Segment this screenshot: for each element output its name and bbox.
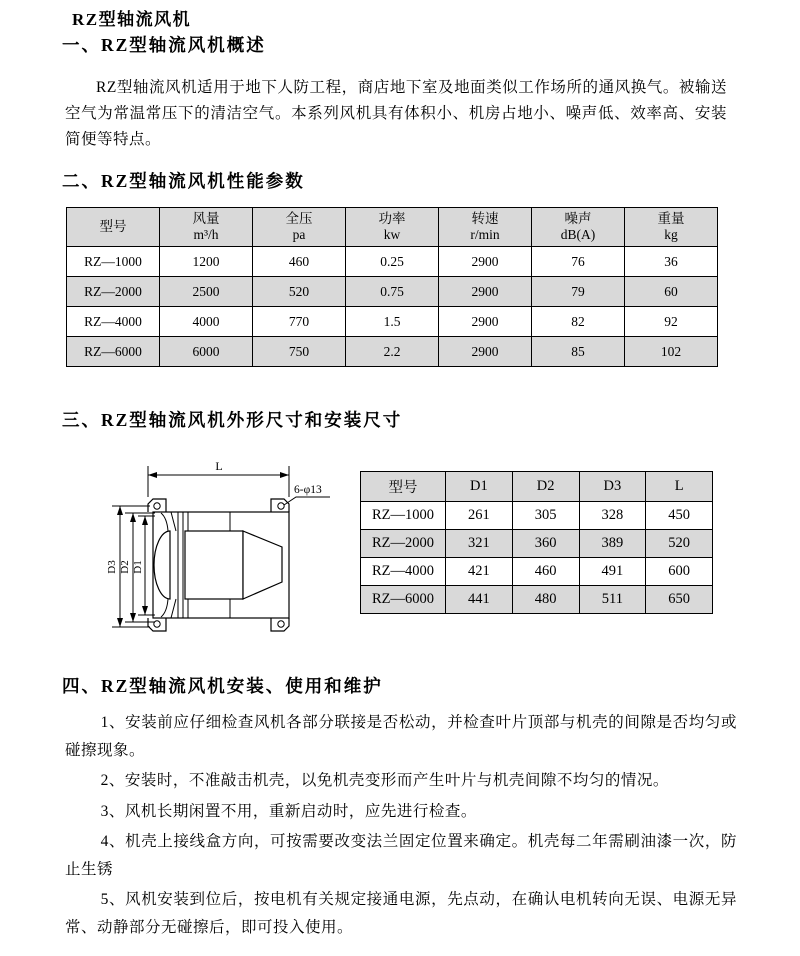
page-title: RZ型轴流风机 [72, 10, 192, 29]
cell: 4000 [160, 307, 253, 337]
cell: 421 [446, 558, 513, 586]
cell: 770 [253, 307, 346, 337]
cell: 1200 [160, 247, 253, 277]
maintenance-item-1: 1、安装前应仔细检查风机各部分联接是否松动，并检查叶片顶部与机壳的间隙是否均匀或碰擦现象。 [65, 714, 737, 759]
dimension-table [360, 471, 713, 614]
maintenance-item-2: 2、安装时，不准敲击机壳，以免机壳变形而产生叶片与机壳间隙不均匀的情况。 [100, 772, 669, 789]
arrowhead [148, 472, 157, 478]
cell: 0.75 [346, 277, 439, 307]
dimension-label-D1: D1 [132, 560, 144, 574]
outlet-cone [243, 531, 282, 599]
table-row [361, 530, 713, 558]
cell: 6000 [160, 337, 253, 367]
col-header-speed: 转速 r/min [439, 208, 532, 247]
cell: 2900 [439, 277, 532, 307]
cell-model: RZ—2000 [67, 277, 160, 307]
motor-hub-body [185, 531, 243, 599]
cell-model: RZ—6000 [67, 337, 160, 367]
fan-outline-drawing [78, 451, 360, 651]
col-header-l: L [646, 472, 713, 502]
cell: 1.5 [346, 307, 439, 337]
section2-heading: 二、RZ型轴流风机性能参数 [62, 171, 305, 191]
cell: 261 [446, 502, 513, 530]
cell: 460 [253, 247, 346, 277]
section3-heading: 三、RZ型轴流风机外形尺寸和安装尺寸 [62, 410, 403, 430]
table-row [361, 502, 713, 530]
cell: 2900 [439, 307, 532, 337]
cell: 511 [579, 586, 646, 614]
table-row [67, 277, 718, 307]
col-header-airflow: 风量 m³/h [160, 208, 253, 247]
cell-model: RZ—4000 [361, 558, 446, 586]
arrowhead [117, 618, 123, 627]
cell: 36 [625, 247, 718, 277]
cell: 76 [532, 247, 625, 277]
impeller-blade-line [171, 599, 176, 618]
col-header-model: 型号 [361, 472, 446, 502]
cell: 321 [446, 530, 513, 558]
cell: 600 [646, 558, 713, 586]
cell: 0.25 [346, 247, 439, 277]
cell: 328 [579, 502, 646, 530]
cell: 2500 [160, 277, 253, 307]
cell: 441 [446, 586, 513, 614]
overview-paragraph: RZ型轴流风机适用于地下人防工程，商店地下室及地面类似工作场所的通风换气。被输送空气为常温常压下的清洁空气。本系列风机具有体积小、机房占地小、噪声低、效率高、安装简便等特点。 [65, 79, 727, 148]
mounting-tab [148, 618, 166, 631]
maintenance-item-4: 4、机壳上接线盒方向，可按需要改变法兰固定位置来确定。机壳每二年需刷油漆一次，防止生锈 [65, 833, 737, 878]
cell-model: RZ—2000 [361, 530, 446, 558]
cell: 520 [646, 530, 713, 558]
cell-model: RZ—1000 [361, 502, 446, 530]
arrowhead [280, 472, 289, 478]
cell: 2900 [439, 337, 532, 367]
maintenance-list [65, 709, 737, 941]
cell: 450 [646, 502, 713, 530]
cell: 491 [579, 558, 646, 586]
cell: 92 [625, 307, 718, 337]
section4-heading: 四、RZ型轴流风机安装、使用和维护 [62, 676, 383, 696]
col-header-model: 型号 [67, 208, 160, 247]
cell-model: RZ—1000 [67, 247, 160, 277]
table-row [67, 337, 718, 367]
table-row [67, 247, 718, 277]
dimension-label-D3: D3 [106, 560, 118, 574]
col-header-pressure: 全压 pa [253, 208, 346, 247]
cell: 750 [253, 337, 346, 367]
cell: 79 [532, 277, 625, 307]
cell: 2900 [439, 247, 532, 277]
cell: 520 [253, 277, 346, 307]
motor-spinner-dome [154, 531, 170, 599]
inlet-bell-curve [161, 513, 168, 531]
arrowhead [130, 513, 136, 522]
mounting-tab [148, 499, 166, 512]
col-header-noise: 噪声 dB(A) [532, 208, 625, 247]
dimension-figure-row [0, 451, 800, 651]
cell: 480 [512, 586, 579, 614]
bolt-hole-icon [154, 503, 160, 509]
arrowhead [130, 613, 136, 622]
section1-heading: 一、RZ型轴流风机概述 [62, 35, 266, 55]
table-row [361, 586, 713, 614]
bolt-hole-icon [278, 621, 284, 627]
cell: 460 [512, 558, 579, 586]
cell-model: RZ—4000 [67, 307, 160, 337]
cell: 82 [532, 307, 625, 337]
mounting-tab [271, 499, 289, 512]
col-header-weight: 重量 kg [625, 208, 718, 247]
cell-model: RZ—6000 [361, 586, 446, 614]
cell: 650 [646, 586, 713, 614]
cell: 2.2 [346, 337, 439, 367]
cell: 360 [512, 530, 579, 558]
cell: 60 [625, 277, 718, 307]
maintenance-item-5: 5、风机安装到位后，按电机有关规定接通电源，先点动，在确认电机转向无误、电源无异常、动静部分无碰擦后，即可投入使用。 [65, 891, 737, 936]
dimension-label-D2: D2 [119, 560, 131, 574]
col-header-d2: D2 [512, 472, 579, 502]
arrowhead [142, 606, 148, 615]
arrowhead [142, 516, 148, 525]
bolt-hole-icon [278, 503, 284, 509]
leader-line [284, 497, 330, 505]
cell: 389 [579, 530, 646, 558]
cell: 102 [625, 337, 718, 367]
table-row [67, 307, 718, 337]
inlet-bell-curve [161, 599, 168, 617]
table-row [361, 558, 713, 586]
performance-table-header-row [67, 208, 718, 247]
col-header-d3: D3 [579, 472, 646, 502]
arrowhead [117, 506, 123, 515]
bolt-holes-callout-label: 6-φ13 [294, 484, 322, 496]
dimension-table-header-row [361, 472, 713, 502]
dimension-label-L: L [215, 459, 223, 473]
col-header-d1: D1 [446, 472, 513, 502]
cell: 305 [512, 502, 579, 530]
col-header-power: 功率 kw [346, 208, 439, 247]
performance-table [66, 207, 718, 367]
maintenance-item-3: 3、风机长期闲置不用，重新启动时，应先进行检查。 [100, 802, 477, 820]
impeller-blade-line [171, 512, 176, 531]
mounting-tab [271, 618, 289, 631]
cell: 85 [532, 337, 625, 367]
